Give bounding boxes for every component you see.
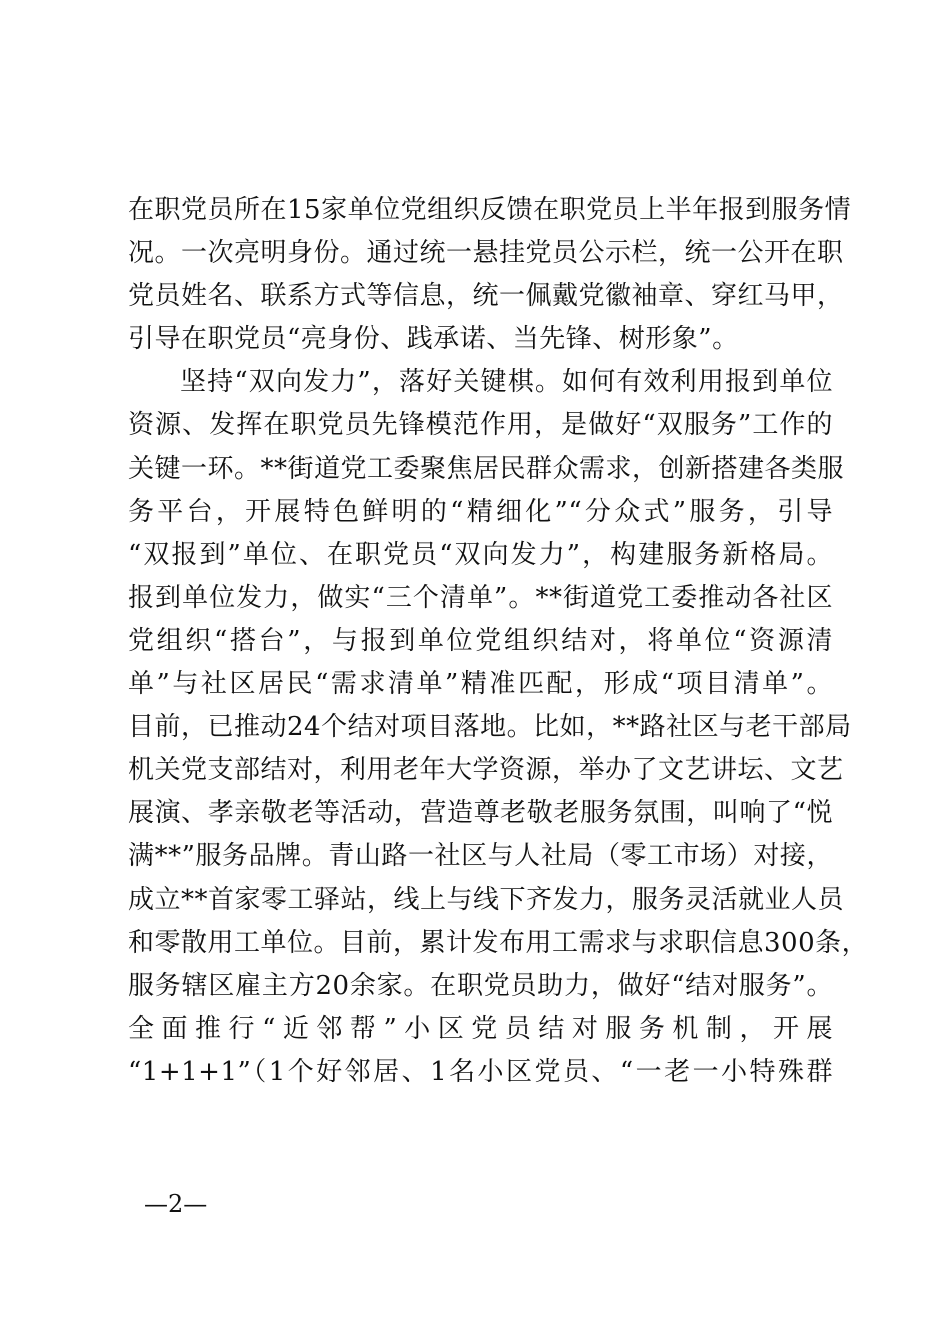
text-line: 引导在职党员“亮身份、践承诺、当先锋、树形象”。 xyxy=(128,324,739,355)
text-line: 满**”服务品牌。青山路一社区与人社局（零工市场）对接， xyxy=(128,841,833,872)
text-line: 目前，已推动24个结对项目落地。比如，**路社区与老干部局 xyxy=(128,712,852,743)
text-line: 成立**首家零工驿站，线上与线下齐发力，服务灵活就业人员 xyxy=(128,884,845,915)
text-line: 全面推行“近邻帮”小区党员结对服务机制，开展 xyxy=(128,1013,833,1044)
text-line: 在职党员所在15家单位党组织反馈在职党员上半年报到服务情 xyxy=(128,195,852,225)
paragraph-start-line: 坚持“双向发力”，落好关键棋。如何有效利用报到单位 xyxy=(180,367,833,398)
body-text xyxy=(128,189,869,1094)
text-line: 机关党支部结对，利用老年大学资源，举办了文艺讲坛、文艺 xyxy=(128,755,844,786)
text-line: 资源、发挥在职党员先锋模范作用，是做好“双服务”工作的 xyxy=(128,410,833,441)
text-line: 关键一环。**街道党工委聚焦居民群众需求，创新搭建各类服 xyxy=(128,453,845,484)
text-line: “1+1+1”（1个好邻居、1名小区党员、“一老一小特殊群 xyxy=(128,1056,833,1087)
text-line: 服务辖区雇主方20余家。在职党员助力，做好“结对服务”。 xyxy=(128,970,833,1001)
text-line: 报到单位发力，做实“三个清单”。**街道党工委推动各社区 xyxy=(128,582,833,613)
text-line: 单”与社区居民“需求清单”精准匹配，形成“项目清单”。 xyxy=(128,669,833,700)
text-line: 务平台，开展特色鲜明的“精细化”“分众式”服务，引导 xyxy=(128,496,833,527)
text-line: “双报到”单位、在职党员“双向发力”，构建服务新格局。 xyxy=(128,539,833,570)
page-number: —2— xyxy=(144,1190,208,1218)
text-line: 党组织“搭台”，与报到单位党组织结对，将单位“资源清 xyxy=(128,625,833,656)
text-line: 党员姓名、联系方式等信息，统一佩戴党徽袖章、穿红马甲， xyxy=(128,281,844,312)
text-line: 展演、孝亲敬老等活动，营造尊老敬老服务氛围，叫响了“悦 xyxy=(128,798,833,829)
text-line: 和零散用工单位。目前，累计发布用工需求与求职信息300条， xyxy=(128,927,869,958)
text-line: 况。一次亮明身份。通过统一悬挂党员公示栏，统一公开在职 xyxy=(128,238,844,269)
